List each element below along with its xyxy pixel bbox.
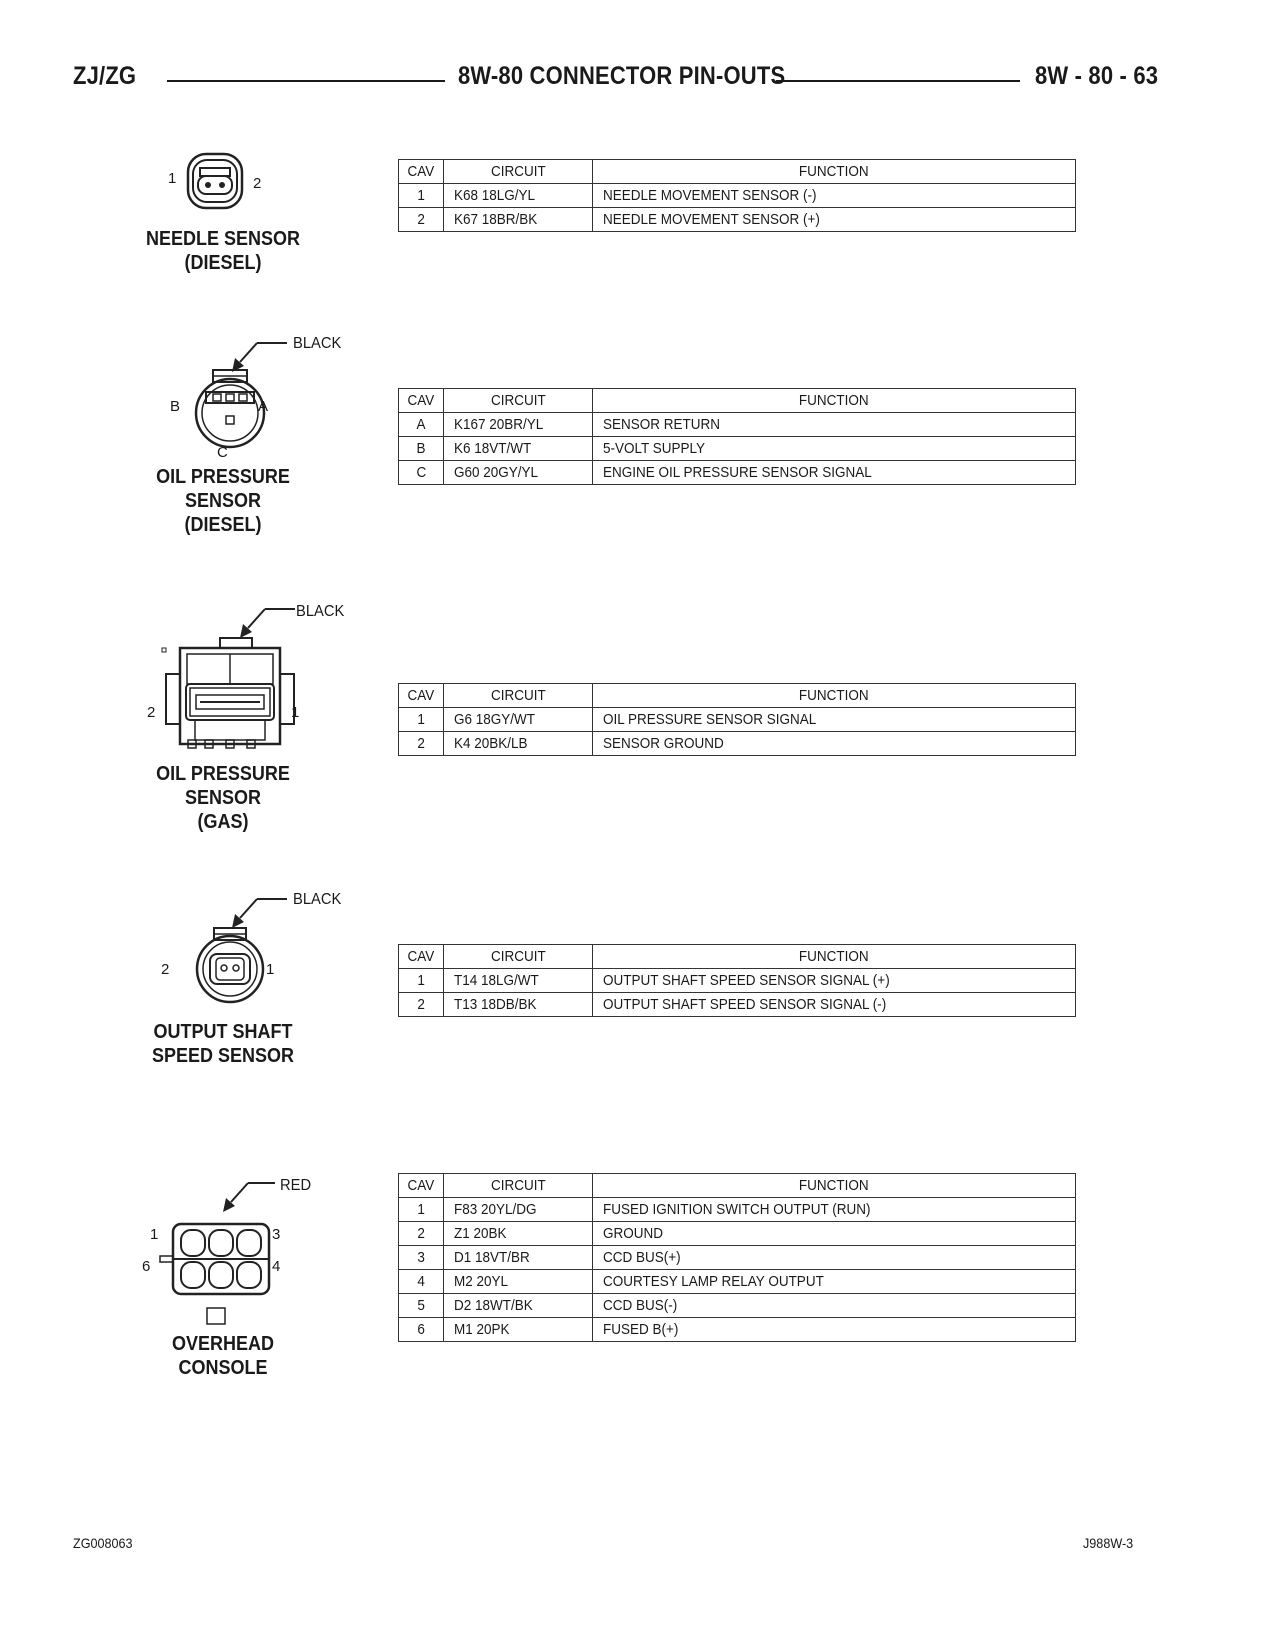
table-header-row xyxy=(399,684,1076,708)
page-number: 8W - 80 - 63 xyxy=(1035,62,1159,90)
table-row xyxy=(399,993,1076,1017)
table-header-row xyxy=(399,389,1076,413)
output-shaft-pin-2-label: 2 xyxy=(161,961,170,978)
function-cell: SENSOR GROUND xyxy=(603,735,724,752)
table-row xyxy=(399,1246,1076,1270)
oil-pressure-diesel-color-label: BLACK xyxy=(293,335,342,352)
header-rule-left xyxy=(167,80,445,82)
table-row xyxy=(399,969,1076,993)
cav-cell: B xyxy=(416,440,426,457)
table-row xyxy=(399,208,1076,232)
footer-right-code: J988W-3 xyxy=(1083,1535,1134,1551)
circuit-cell: D1 18VT/BR xyxy=(454,1249,530,1266)
oil-pressure-diesel-connector-icon xyxy=(180,338,295,453)
circuit-cell: K67 18BR/BK xyxy=(454,211,538,228)
table-row xyxy=(399,184,1076,208)
overhead-console-pinout-table xyxy=(398,1173,1076,1342)
cav-cell: 2 xyxy=(417,996,425,1013)
circuit-cell: Z1 20BK xyxy=(454,1225,507,1242)
overhead-console-title: OVERHEAD CONSOLE xyxy=(171,1333,275,1379)
output-shaft-pinout-table xyxy=(398,944,1076,1017)
needle-pin-2-label: 2 xyxy=(253,175,262,192)
circuit-cell: T14 18LG/WT xyxy=(454,972,539,989)
function-cell: FUSED B(+) xyxy=(603,1321,679,1338)
function-cell: OUTPUT SHAFT SPEED SENSOR SIGNAL (+) xyxy=(603,972,890,989)
circuit-cell: M2 20YL xyxy=(454,1273,509,1290)
oil-pressure-gas-connector-icon xyxy=(160,604,300,754)
table-row xyxy=(399,1222,1076,1246)
circuit-cell: G60 20GY/YL xyxy=(454,464,539,481)
cav-header: CAV xyxy=(407,163,435,180)
table-row xyxy=(399,461,1076,485)
oil-diesel-pin-c-label: C xyxy=(217,444,228,461)
table-row xyxy=(399,732,1076,756)
output-shaft-pin-1-label: 1 xyxy=(266,961,275,978)
overhead-pin-1-label: 1 xyxy=(150,1226,159,1243)
cav-cell: 1 xyxy=(417,1201,425,1218)
cav-cell: 1 xyxy=(417,187,425,204)
circuit-cell: M1 20PK xyxy=(454,1321,510,1338)
function-cell: NEEDLE MOVEMENT SENSOR (-) xyxy=(603,187,817,204)
circuit-header: CIRCUIT xyxy=(490,392,546,409)
table-row xyxy=(399,413,1076,437)
function-header: FUNCTION xyxy=(799,687,869,704)
cav-cell: 1 xyxy=(417,972,425,989)
circuit-cell: G6 18GY/WT xyxy=(454,711,536,728)
cav-header: CAV xyxy=(407,392,435,409)
oil-diesel-pin-a-label: A xyxy=(258,398,269,415)
circuit-header: CIRCUIT xyxy=(490,948,546,965)
circuit-cell: K6 18VT/WT xyxy=(454,440,532,457)
cav-header: CAV xyxy=(407,1177,435,1194)
page-title: 8W-80 CONNECTOR PIN-OUTS xyxy=(458,62,786,90)
header-left: ZJ/ZG xyxy=(73,62,137,90)
circuit-header: CIRCUIT xyxy=(490,163,546,180)
oil-pressure-gas-pinout-table xyxy=(398,683,1076,756)
cav-cell: A xyxy=(416,416,426,433)
circuit-cell: K68 18LG/YL xyxy=(454,187,536,204)
oil-pressure-diesel-title: OIL PRESSURE SENSOR (DIESEL) xyxy=(156,466,290,536)
needle-sensor-pinout-table xyxy=(398,159,1076,232)
overhead-pin-3-label: 3 xyxy=(272,1226,281,1243)
circuit-cell: K167 20BR/YL xyxy=(454,416,544,433)
needle-pin-1-label: 1 xyxy=(168,170,177,187)
overhead-pin-6-label: 6 xyxy=(142,1258,151,1275)
function-cell: COURTESY LAMP RELAY OUTPUT xyxy=(603,1273,824,1290)
cav-cell: 2 xyxy=(417,211,425,228)
table-row xyxy=(399,1270,1076,1294)
function-header: FUNCTION xyxy=(799,1177,869,1194)
cav-cell: C xyxy=(416,464,426,481)
function-cell: FUSED IGNITION SWITCH OUTPUT (RUN) xyxy=(603,1201,871,1218)
function-cell: OUTPUT SHAFT SPEED SENSOR SIGNAL (-) xyxy=(603,996,887,1013)
function-cell: ENGINE OIL PRESSURE SENSOR SIGNAL xyxy=(603,464,872,481)
cav-cell: 2 xyxy=(417,1225,425,1242)
table-row xyxy=(399,708,1076,732)
header-rule-right xyxy=(776,80,1020,82)
overhead-pin-4-label: 4 xyxy=(272,1258,281,1275)
footer-left-code: ZG008063 xyxy=(73,1535,133,1551)
circuit-header: CIRCUIT xyxy=(490,687,546,704)
cav-cell: 6 xyxy=(417,1321,425,1338)
function-cell: SENSOR RETURN xyxy=(603,416,721,433)
table-header-row xyxy=(399,945,1076,969)
table-row xyxy=(399,1294,1076,1318)
function-header: FUNCTION xyxy=(799,163,869,180)
function-header: FUNCTION xyxy=(799,948,869,965)
overhead-console-color-label: RED xyxy=(280,1177,312,1194)
table-row xyxy=(399,1198,1076,1222)
output-shaft-title: OUTPUT SHAFT SPEED SENSOR xyxy=(151,1021,295,1067)
oil-diesel-pin-b-label: B xyxy=(170,398,181,415)
function-cell: 5-VOLT SUPPLY xyxy=(603,440,706,457)
table-header-row xyxy=(399,160,1076,184)
function-header: FUNCTION xyxy=(799,392,869,409)
oil-pressure-gas-title: OIL PRESSURE SENSOR (GAS) xyxy=(156,763,290,833)
oil-pressure-gas-color-label: BLACK xyxy=(296,603,345,620)
circuit-cell: K4 20BK/LB xyxy=(454,735,528,752)
cav-cell: 3 xyxy=(417,1249,425,1266)
function-cell: NEEDLE MOVEMENT SENSOR (+) xyxy=(603,211,820,228)
function-cell: CCD BUS(-) xyxy=(603,1297,678,1314)
needle-sensor-connector-icon xyxy=(185,150,245,214)
overhead-console-connector-icon xyxy=(155,1178,285,1328)
oil-pressure-diesel-pinout-table xyxy=(398,388,1076,485)
cav-cell: 2 xyxy=(417,735,425,752)
needle-sensor-title: NEEDLE SENSOR (DIESEL) xyxy=(145,228,301,274)
oil-gas-pin-1-label: 1 xyxy=(291,704,300,721)
function-cell: OIL PRESSURE SENSOR SIGNAL xyxy=(603,711,817,728)
table-header-row xyxy=(399,1174,1076,1198)
function-cell: GROUND xyxy=(603,1225,664,1242)
table-row xyxy=(399,1318,1076,1342)
cav-cell: 5 xyxy=(417,1297,425,1314)
cav-header: CAV xyxy=(407,687,435,704)
circuit-cell: D2 18WT/BK xyxy=(454,1297,533,1314)
output-shaft-color-label: BLACK xyxy=(293,891,342,908)
cav-cell: 4 xyxy=(417,1273,425,1290)
circuit-cell: F83 20YL/DG xyxy=(454,1201,537,1218)
circuit-cell: T13 18DB/BK xyxy=(454,996,537,1013)
oil-gas-pin-2-label: 2 xyxy=(147,704,156,721)
function-cell: CCD BUS(+) xyxy=(603,1249,681,1266)
output-shaft-connector-icon xyxy=(180,894,295,1009)
cav-header: CAV xyxy=(407,948,435,965)
table-row xyxy=(399,437,1076,461)
cav-cell: 1 xyxy=(417,711,425,728)
circuit-header: CIRCUIT xyxy=(490,1177,546,1194)
